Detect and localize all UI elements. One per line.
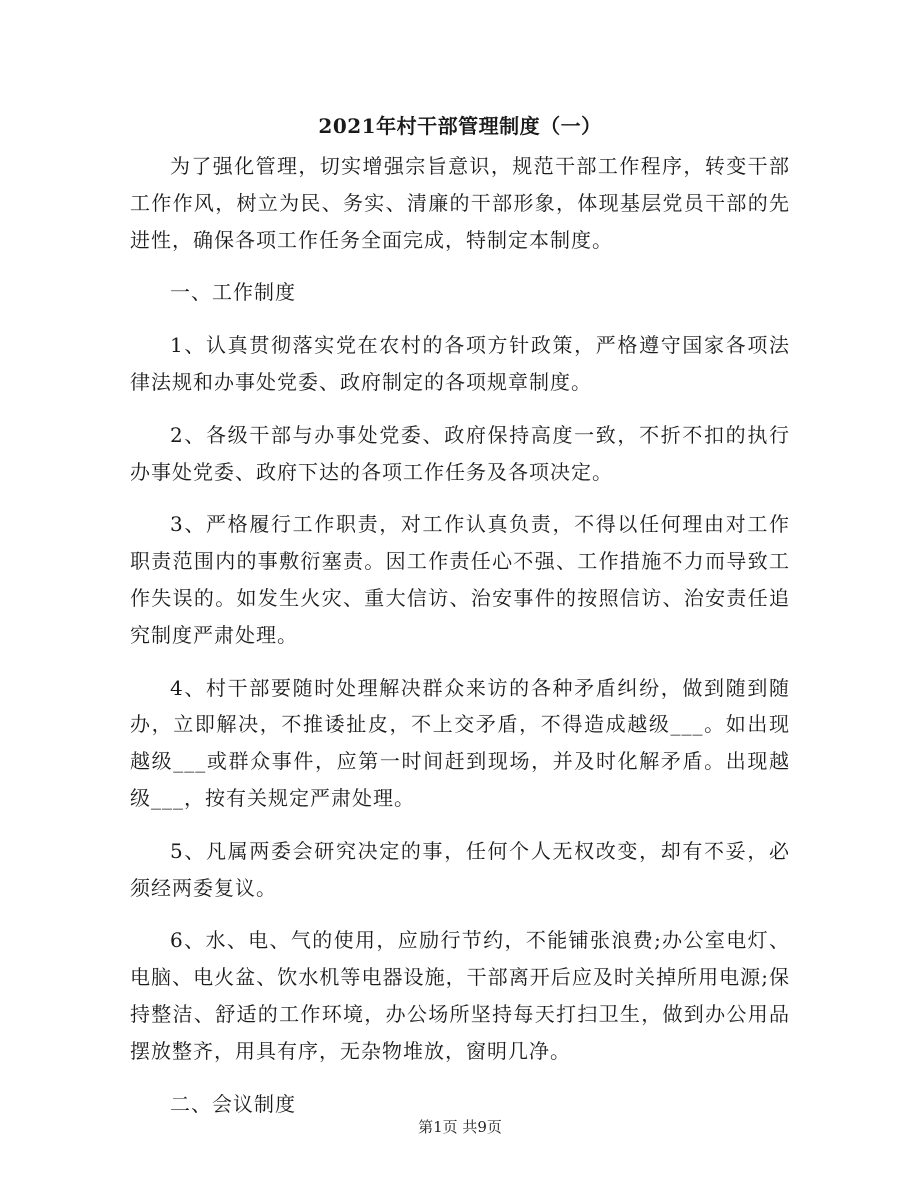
section-heading-work-system: 一、工作制度 [170, 280, 296, 305]
clause-5-paragraph: 5、凡属两委会研究决定的事，任何个人无权改变，却有不妥，必须经两委复议。 [130, 838, 790, 900]
clause-4-paragraph: 4、村干部要随时处理解决群众来访的各种矛盾纠纷，做到随到随办，立即解决，不推诿扯皮，不上交矛盾，不得造成越级___。如出现越级___或群众事件，应第一时间赶到现场，并及时化解矛盾。出现越级___，按有关规定严肃处理。 [130, 675, 790, 810]
page-number-footer: 第1页 共9页 [418, 1118, 502, 1136]
clause-3-paragraph: 3、严格履行工作职责，对工作认真负责，不得以任何理由对工作职责范围内的事敷衍塞责。因工作责任心不强、工作措施不力而导致工作失误的。如发生火灾、重大信访、治安事件的按照信访、治安责任追究制度严肃处理。 [130, 512, 790, 647]
clause-6-paragraph: 6、水、电、气的使用，应励行节约，不能铺张浪费;办公室电灯、电脑、电火盆、饮水机等电器设施，干部离开后应及时关掉所用电源;保持整洁、舒适的工作环境，办公场所坚持每天打扫卫生，做到办公用品摆放整齐，用具有序，无杂物堆放，窗明几净。 [130, 928, 790, 1063]
clause-2-paragraph: 2、各级干部与办事处党委、政府保持高度一致，不折不扣的执行办事处党委、政府下达的各项工作任务及各项决定。 [130, 422, 790, 484]
document-body [130, 148, 790, 1138]
intro-paragraph: 为了强化管理，切实增强宗旨意识，规范干部工作程序，转变干部工作作风，树立为民、务实、清廉的干部形象，体现基层党员干部的先进性，确保各项工作任务全面完成，特制定本制度。 [130, 154, 790, 252]
document-title: 2021年村干部管理制度（一） [318, 114, 602, 138]
clause-1-paragraph: 1、认真贯彻落实党在农村的各项方针政策，严格遵守国家各项法律法规和办事处党委、政府制定的各项规章制度。 [130, 333, 790, 394]
section-heading-meeting-system: 二、会议制度 [170, 1091, 296, 1116]
